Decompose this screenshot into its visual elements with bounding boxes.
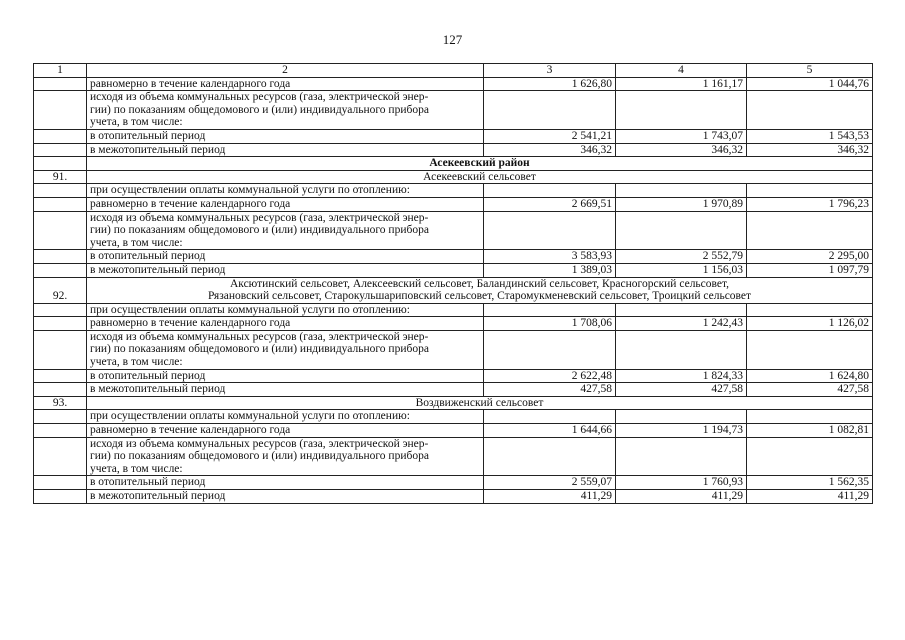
row-label: в межотопительный период <box>87 263 484 277</box>
row-number <box>34 303 87 317</box>
row-label: равномерно в течение календарного года <box>87 424 484 438</box>
row-label: равномерно в течение календарного года <box>87 317 484 331</box>
page-number: 127 <box>442 32 463 47</box>
text-line: гии) по показаниям общедомового и (или) индивидуального прибора <box>90 103 429 116</box>
value-col3: 1 626,80 <box>484 77 616 91</box>
value-col4: 427,58 <box>616 383 747 397</box>
text-line: учета, в том числе: <box>90 236 183 249</box>
value-col3 <box>484 303 616 317</box>
value-col4: 1 194,73 <box>616 424 747 438</box>
value-col5 <box>747 303 873 317</box>
row-number <box>34 263 87 277</box>
row-label <box>87 437 484 476</box>
value-col3: 411,29 <box>484 490 616 504</box>
value-col5: 1 082,81 <box>747 424 873 438</box>
row-label: в межотопительный период <box>87 383 484 397</box>
text-line: гии) по показаниям общедомового и (или) индивидуального прибора <box>90 450 429 463</box>
value-col4: 1 156,03 <box>616 263 747 277</box>
column-header-row <box>34 64 873 78</box>
table-row <box>34 170 873 184</box>
table-body <box>34 77 873 503</box>
row-label <box>87 330 484 369</box>
row-number <box>34 197 87 211</box>
section-heading <box>87 396 873 410</box>
table-row <box>34 250 873 264</box>
table-row <box>34 396 873 410</box>
value-col5: 1 562,35 <box>747 476 873 490</box>
row-number: 92. <box>34 277 87 303</box>
row-label: в отопительный период <box>87 250 484 264</box>
table-row <box>34 410 873 424</box>
table-row <box>34 157 873 171</box>
row-number <box>34 476 87 490</box>
table-row <box>34 437 873 476</box>
row-label: в отопительный период <box>87 129 484 143</box>
column-header: 5 <box>747 64 873 78</box>
table-row <box>34 476 873 490</box>
text-line: Воздвиженский сельсовет <box>415 396 544 409</box>
value-col4 <box>616 211 747 250</box>
value-col3 <box>484 330 616 369</box>
table-row <box>34 91 873 130</box>
value-col5 <box>747 211 873 250</box>
row-label: при осуществлении оплаты коммунальной услуги по отоплению: <box>87 184 484 198</box>
value-col5 <box>747 410 873 424</box>
text-line: исходя из объема коммунальных ресурсов (газа, электрической энер- <box>90 437 429 450</box>
value-col4: 2 552,79 <box>616 250 747 264</box>
text-line: учета, в том числе: <box>90 116 183 129</box>
value-col4 <box>616 330 747 369</box>
value-col3: 2 669,51 <box>484 197 616 211</box>
district-heading: Асекеевский район <box>87 157 873 171</box>
value-col4: 1 242,43 <box>616 317 747 331</box>
value-col5: 1 044,76 <box>747 77 873 91</box>
column-header: 1 <box>34 64 87 78</box>
row-number <box>34 317 87 331</box>
table-row <box>34 303 873 317</box>
value-col3: 3 583,93 <box>484 250 616 264</box>
table-row <box>34 277 873 303</box>
value-col3 <box>484 437 616 476</box>
table-row <box>34 490 873 504</box>
row-number <box>34 211 87 250</box>
row-number <box>34 369 87 383</box>
row-number <box>34 77 87 91</box>
table-row <box>34 184 873 198</box>
table-row <box>34 143 873 157</box>
value-col4: 1 743,07 <box>616 129 747 143</box>
row-number <box>34 184 87 198</box>
value-col5: 1 126,02 <box>747 317 873 331</box>
column-header: 2 <box>87 64 484 78</box>
text-line: Рязановский сельсовет, Старокульшариповский сельсовет, Старомукменевский сельсовет, Троицкий сельсовет <box>207 290 752 303</box>
text-line: исходя из объема коммунальных ресурсов (газа, электрической энер- <box>90 91 429 104</box>
row-number <box>34 330 87 369</box>
text-line: учета, в том числе: <box>90 356 183 369</box>
row-label: в межотопительный период <box>87 143 484 157</box>
section-heading <box>87 277 873 303</box>
text-line: гии) по показаниям общедомового и (или) индивидуального прибора <box>90 343 429 356</box>
table-row <box>34 330 873 369</box>
value-col5 <box>747 91 873 130</box>
text-line: гии) по показаниям общедомового и (или) индивидуального прибора <box>90 224 429 237</box>
row-number <box>34 143 87 157</box>
row-label: при осуществлении оплаты коммунальной услуги по отоплению: <box>87 303 484 317</box>
text-line: Аксютинский сельсовет, Алексеевский сельсовет, Баландинский сельсовет, Красногорский сельсовет, <box>229 277 730 290</box>
value-col5: 346,32 <box>747 143 873 157</box>
row-number <box>34 250 87 264</box>
row-number <box>34 383 87 397</box>
table-row <box>34 369 873 383</box>
section-heading <box>87 170 873 184</box>
row-label <box>87 211 484 250</box>
table-row <box>34 263 873 277</box>
table-row <box>34 77 873 91</box>
value-col3: 346,32 <box>484 143 616 157</box>
row-number <box>34 490 87 504</box>
row-label: равномерно в течение календарного года <box>87 77 484 91</box>
value-col5: 2 295,00 <box>747 250 873 264</box>
value-col5: 427,58 <box>747 383 873 397</box>
row-label: в отопительный период <box>87 476 484 490</box>
value-col5 <box>747 437 873 476</box>
value-col4: 346,32 <box>616 143 747 157</box>
value-col5: 1 543,53 <box>747 129 873 143</box>
value-col3 <box>484 410 616 424</box>
value-col3 <box>484 184 616 198</box>
text-line: исходя из объема коммунальных ресурсов (газа, электрической энер- <box>90 330 429 343</box>
table-row <box>34 211 873 250</box>
value-col5: 1 796,23 <box>747 197 873 211</box>
value-col3: 2 559,07 <box>484 476 616 490</box>
table-row <box>34 424 873 438</box>
value-col4 <box>616 303 747 317</box>
row-number <box>34 157 87 171</box>
value-col3: 2 541,21 <box>484 129 616 143</box>
row-label <box>87 91 484 130</box>
value-col3: 1 389,03 <box>484 263 616 277</box>
value-col4 <box>616 437 747 476</box>
text-line: Асекеевский сельсовет <box>423 170 536 183</box>
row-label: в межотопительный период <box>87 490 484 504</box>
value-col4: 1 161,17 <box>616 77 747 91</box>
value-col3 <box>484 211 616 250</box>
value-col4: 1 760,93 <box>616 476 747 490</box>
row-label: в отопительный период <box>87 369 484 383</box>
value-col3: 2 622,48 <box>484 369 616 383</box>
value-col3: 1 644,66 <box>484 424 616 438</box>
value-col4 <box>616 184 747 198</box>
value-col4 <box>616 410 747 424</box>
column-header: 4 <box>616 64 747 78</box>
value-col3: 1 708,06 <box>484 317 616 331</box>
value-col5 <box>747 330 873 369</box>
row-number <box>34 410 87 424</box>
row-number: 93. <box>34 396 87 410</box>
value-col4: 1 970,89 <box>616 197 747 211</box>
row-label: при осуществлении оплаты коммунальной услуги по отоплению: <box>87 410 484 424</box>
value-col5: 1 097,79 <box>747 263 873 277</box>
value-col4: 1 824,33 <box>616 369 747 383</box>
table-row <box>34 317 873 331</box>
table-row <box>34 383 873 397</box>
row-number <box>34 91 87 130</box>
row-number <box>34 424 87 438</box>
row-label: равномерно в течение календарного года <box>87 197 484 211</box>
table-row <box>34 197 873 211</box>
column-header: 3 <box>484 64 616 78</box>
value-col5: 411,29 <box>747 490 873 504</box>
value-col5 <box>747 184 873 198</box>
table-row <box>34 129 873 143</box>
value-col3: 427,58 <box>484 383 616 397</box>
text-line: исходя из объема коммунальных ресурсов (газа, электрической энер- <box>90 211 429 224</box>
text-line: учета, в том числе: <box>90 462 183 475</box>
row-number <box>34 437 87 476</box>
value-col5: 1 624,80 <box>747 369 873 383</box>
value-col3 <box>484 91 616 130</box>
tariff-table <box>33 63 873 504</box>
row-number <box>34 129 87 143</box>
value-col4: 411,29 <box>616 490 747 504</box>
row-number: 91. <box>34 170 87 184</box>
value-col4 <box>616 91 747 130</box>
